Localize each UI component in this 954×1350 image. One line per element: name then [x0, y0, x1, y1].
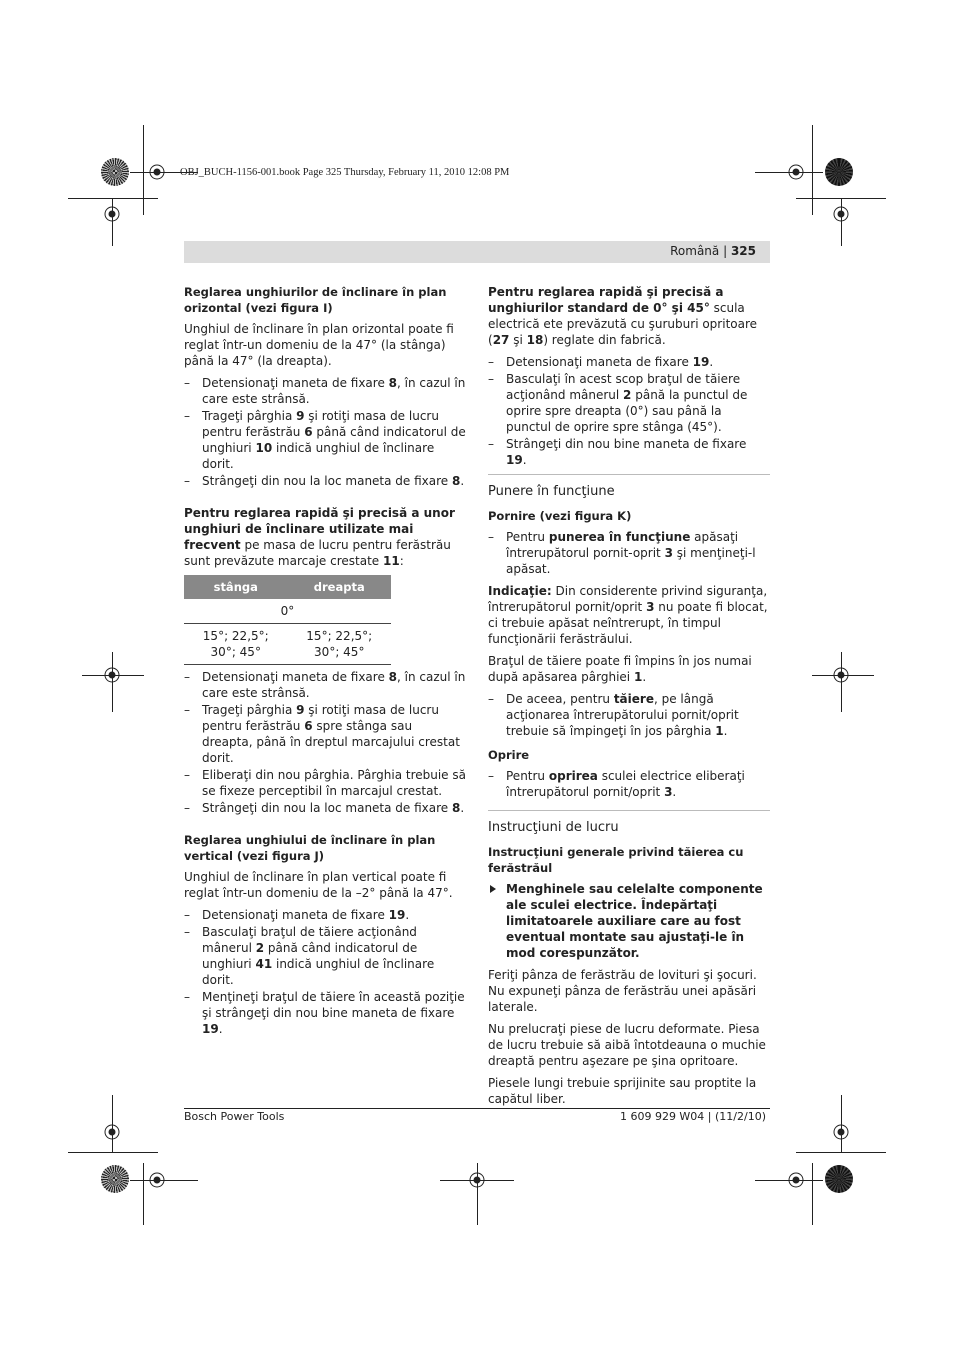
steps-list — [488, 691, 770, 739]
crop-mark — [143, 1163, 144, 1225]
color-rosette — [101, 1165, 129, 1193]
crop-mark — [68, 198, 158, 199]
steps-list — [488, 768, 770, 800]
subheading-general-sawing: Instrucţiuni generale privind tăierea cu ferăstrăul — [488, 845, 744, 875]
notch-angle-table — [184, 575, 391, 665]
note-label: Indicaţie: — [488, 584, 552, 598]
list-item: – Basculaţi în acest scop braţul de tăiere acţionând mânerul 2 până la punctul de oprire spre dreapta (0°) sau până la punctul de oprire spre stânga (45°). — [488, 371, 770, 435]
list-item: – Detensionaţi maneta de fixare 8, în cazul în care este strânsă. — [184, 669, 466, 701]
list-item: – Menţineţi braţul de tăiere în această poziţie şi strângeţi din nou bine maneta de fixare 19. — [184, 989, 466, 1037]
table-header-right: dreapta — [288, 575, 392, 599]
list-item: – Detensionaţi maneta de fixare 19. — [488, 354, 770, 370]
header-separator: | — [719, 244, 731, 258]
paragraph: Piesele lungi trebuie sprijinite sau proptite la capătul liber. — [488, 1076, 757, 1106]
list-item: – De aceea, pentru tăiere, pe lângă acţionarea întrerupătorului pornit/oprit trebuie să împingeţi în jos pârghia 1. — [488, 691, 770, 739]
page-number: 325 — [730, 244, 756, 258]
header-language: Română — [670, 244, 720, 258]
list-item: – Pentru oprirea sculei electrice eliberaţi întrerupătorul pornit/oprit 3. — [488, 768, 770, 800]
table-header-left: stânga — [184, 575, 288, 599]
list-item: – Detensionaţi maneta de fixare 8, în cazul în care este strânsă. — [184, 375, 466, 407]
list-item: – Eliberaţi din nou pârghia. Pârghia trebuie să se fixeze perceptibil în marcajul crestat. — [184, 767, 466, 799]
footer-divider — [184, 1108, 770, 1109]
arrow-bullet-icon — [490, 885, 496, 893]
table-cell: 15°; 22,5°; 30°; 45° — [184, 624, 288, 665]
footer-doc-number: 1 609 929 W04 | (11/2/10) — [619, 1110, 766, 1123]
lead-text: Pentru reglarea rapidă şi precisă a unghiurilor standard de 0° şi 45° — [488, 285, 724, 315]
paragraph: Unghiul de înclinare în plan orizontal poate fi reglat într-un domeniu de la 47° (la stânga) până la 47° (la dreapta). — [184, 322, 454, 368]
warning-item: Menghinele sau celelalte componente ale sculei electrice. Îndepărtaţi limitatoarele auxiliare care au fost eventual montate sau ajustaţi-le în mod corespunzător. — [488, 881, 770, 961]
list-item: – Strângeţi din nou bine maneta de fixare 19. — [488, 436, 770, 468]
registration-target-icon — [830, 203, 852, 225]
paragraph: Unghiul de înclinare în plan vertical poate fi reglat într-un domeniu de la –2° până la 47°. — [184, 870, 453, 900]
registration-target-icon — [830, 1121, 852, 1143]
registration-target-icon — [146, 1169, 168, 1191]
registration-target-icon — [466, 1169, 488, 1191]
registration-target-icon — [830, 664, 852, 686]
list-item: – Trageţi pârghia 9 şi rotiţi masa de lucru pentru ferăstrău 6 spre stânga sau dreapta, până în dreptul marcajului crestat dorit. — [184, 702, 466, 766]
note-paragraph: Indicaţie: Din considerente privind siguranţa, întrerupătorul pornit/oprit 3 nu poate fi blocat, ci trebuie apăsat neîntrerupt, în timpul funcţionării ferăstrăului. — [488, 584, 768, 646]
table-cell: 0° — [184, 599, 391, 624]
registration-target-icon — [785, 161, 807, 183]
paragraph: Pentru reglarea rapidă şi precisă a unghiurilor standard de 0° şi 45° scula electrică ete prevăzută cu şuruburi opritoare (27 şi 18) reglate din fabrică. — [488, 285, 758, 347]
crop-mark — [143, 125, 144, 215]
steps-list — [488, 354, 770, 468]
section-heading-horizontal-angle: Reglarea unghiurilor de înclinare în plan orizontal (vezi figura I) — [184, 285, 447, 315]
header-text — [670, 244, 756, 258]
list-item: – Trageţi pârghia 9 şi rotiţi masa de lucru pentru ferăstrău 6 până când indicatorul de unghiuri 10 indică unghiul de înclinare dorit. — [184, 408, 466, 472]
page-header — [184, 241, 770, 263]
crop-mark — [812, 1163, 813, 1225]
section-title-start-up: Punere în funcţiune — [488, 484, 615, 499]
crop-mark — [812, 125, 813, 215]
paragraph: Pentru reglarea rapidă şi precisă a unor unghiuri de înclinare utilizate mai frecvent pe masa de lucru pentru ferăstrău sunt prevăzute marcaje crestate 11: — [184, 506, 455, 568]
steps-list — [184, 669, 466, 816]
section-divider — [488, 474, 770, 475]
color-rosette — [101, 158, 129, 186]
table-cell: 15°; 22,5°; 30°; 45° — [288, 624, 392, 665]
registration-target-icon — [101, 1121, 123, 1143]
list-item: – Pentru punerea în funcţiune apăsaţi întrerupătorul pornit-oprit 3 şi menţineţi-l apăsat. — [488, 529, 770, 577]
steps-list — [184, 375, 466, 489]
footer-brand: Bosch Power Tools — [184, 1110, 285, 1123]
crop-mark — [68, 1152, 158, 1153]
registration-target-icon — [101, 203, 123, 225]
list-item: – Detensionaţi maneta de fixare 19. — [184, 907, 466, 923]
steps-list — [184, 907, 466, 1037]
paragraph: Feriţi pânza de ferăstrău de lovituri şi şocuri. Nu expuneţi pânza de ferăstrău unei apăsări laterale. — [488, 968, 757, 1014]
right-column — [488, 284, 770, 1113]
paragraph: Braţul de tăiere poate fi împins în jos numai după apăsarea pârghiei 1. — [488, 654, 752, 684]
section-divider — [488, 810, 770, 811]
registration-target-icon — [101, 664, 123, 686]
subheading-switching-off: Oprire — [488, 748, 530, 762]
subheading-switching-on: Pornire (vezi figura K) — [488, 509, 632, 523]
steps-list — [488, 529, 770, 577]
color-rosette — [825, 158, 853, 186]
list-item: – Basculaţi braţul de tăiere acţionând mânerul 2 până când indicatorul de unghiuri 41 indică unghiul de înclinare dorit. — [184, 924, 466, 988]
section-title-working-advice: Instrucţiuni de lucru — [488, 820, 619, 835]
print-slug: OBJ_BUCH-1156-001.book Page 325 Thursday, February 11, 2010 12:08 PM — [180, 167, 510, 178]
section-heading-vertical-angle: Reglarea unghiului de înclinare în plan vertical (vezi figura J) — [184, 833, 436, 863]
left-column — [184, 284, 466, 1043]
list-item: – Strângeţi din nou la loc maneta de fixare 8. — [184, 473, 466, 489]
registration-target-icon — [146, 161, 168, 183]
color-rosette — [825, 1165, 853, 1193]
paragraph: Nu prelucraţi piese de lucru deformate. Piesa de lucru trebuie să aibă întotdeauna o muchie dreaptă pentru aşezare pe şina opritoare. — [488, 1022, 766, 1068]
lead-text: Pentru reglarea rapidă şi precisă a unor unghiuri de înclinare utilizate mai frecvent — [184, 506, 455, 552]
list-item: – Strângeţi din nou la loc maneta de fixare 8. — [184, 800, 466, 816]
registration-target-icon — [785, 1169, 807, 1191]
